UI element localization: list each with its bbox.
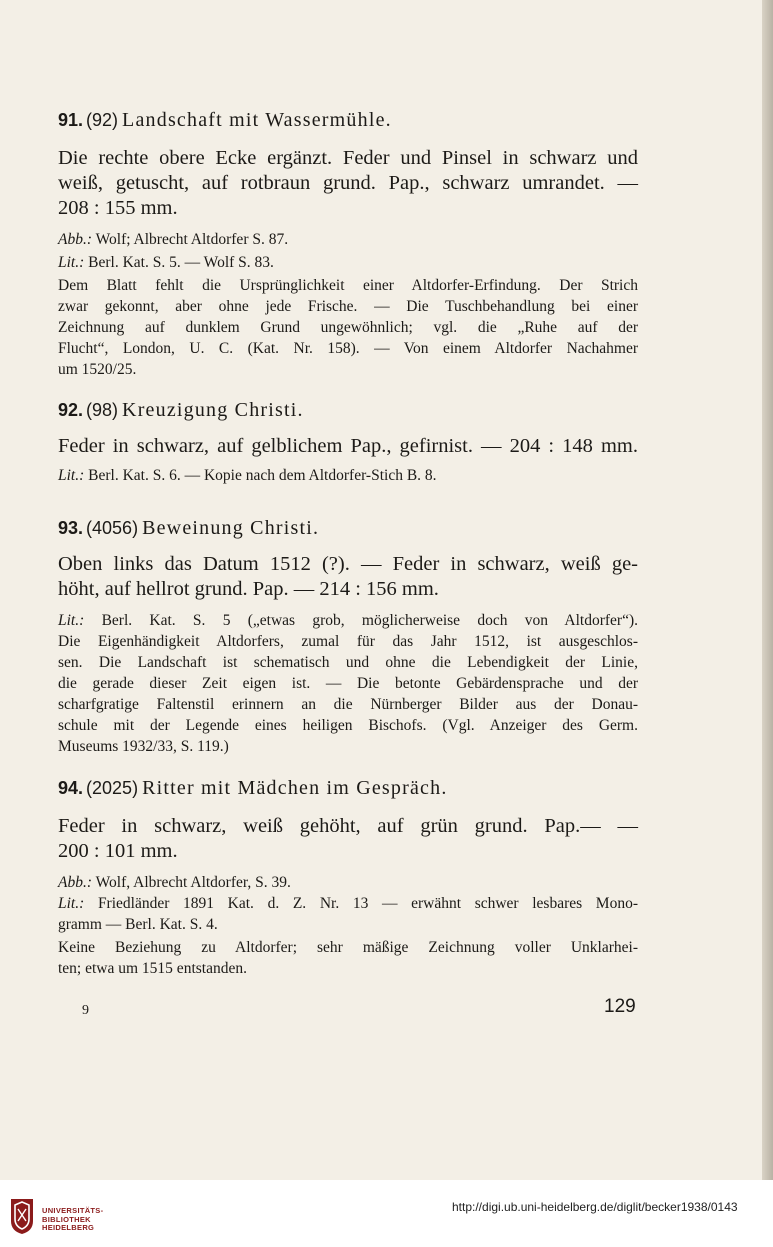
abb-label: Abb.: — [58, 874, 93, 891]
university-library-logo-icon — [9, 1197, 35, 1235]
library-name-line: HEIDELBERG — [42, 1223, 95, 1232]
entry-note — [58, 937, 638, 979]
lit-text: gramm — Berl. Kat. S. 4. — [58, 916, 218, 933]
description-line: Feder in schwarz, auf gelblichem Pap., gefirnist. — 204 : 148 mm. — [58, 435, 638, 457]
entry-note — [58, 275, 638, 380]
note-line: um 1520/25. — [58, 361, 137, 378]
note-line: Flucht“, London, U. C. (Kat. Nr. 158). — Von einem Altdorfer Nachahmer — [58, 340, 638, 357]
page-edge — [762, 0, 773, 1180]
note-line: sen. Die Landschaft ist schematisch und ohne die Lebendigkeit der Linie, — [58, 654, 638, 671]
description-line: Die rechte obere Ecke ergänzt. Feder und Pinsel in schwarz und — [58, 147, 638, 169]
entry-description — [58, 814, 638, 864]
description-line: 200 : 101 mm. — [58, 840, 178, 862]
permalink-url[interactable]: http://digi.ub.uni-heidelberg.de/diglit/becker1938/0143 — [452, 1200, 738, 1214]
inventory-number: (2025) — [86, 778, 139, 798]
abb-text: Wolf, Albrecht Altdorfer, S. 39. — [95, 874, 291, 891]
note-line: Dem Blatt fehlt die Ursprünglichkeit einer Altdorfer-Erfindung. Der Strich — [58, 277, 638, 294]
entry-number: 93. — [58, 518, 84, 538]
entry-description — [58, 146, 638, 221]
note-line: zwar gekonnt, aber ohne jede Frische. — Die Tuschbehandlung bei einer — [58, 298, 638, 315]
note-line: ten; etwa um 1515 entstanden. — [58, 960, 247, 977]
entry-number: 92. — [58, 400, 84, 420]
entry-description — [58, 434, 638, 459]
description-line: Oben links das Datum 1512 (?). — Feder in schwarz, weiß ge- — [58, 553, 638, 575]
description-line: höht, auf hellrot grund. Pap. — 214 : 156 mm. — [58, 578, 439, 600]
literature-reference — [58, 893, 638, 935]
lit-text: Berl. Kat. S. 5. — Wolf S. 83. — [88, 254, 274, 271]
printer-signature: 9 — [82, 1003, 89, 1018]
literature-reference — [58, 465, 638, 486]
entry-title: Kreuzigung Christi. — [122, 399, 304, 421]
entry-title-line — [58, 398, 638, 422]
lit-label: Lit.: — [58, 254, 85, 271]
note-line: Museums 1932/33, S. 119.) — [58, 738, 229, 755]
page-number: 129 — [604, 996, 636, 1017]
entry-title-line — [58, 516, 638, 540]
entry-title: Ritter mit Mädchen im Gespräch. — [142, 777, 448, 799]
library-name-line: BIBLIOTHEK — [42, 1214, 91, 1224]
entry-title: Landschaft mit Wassermühle. — [122, 109, 392, 131]
note-line: die gerade dieser Zeit eigen ist. — Die betonte Gebärdensprache und der — [58, 675, 638, 692]
description-line: 208 : 155 mm. — [58, 197, 178, 219]
abb-text: Wolf; Albrecht Altdorfer S. 87. — [95, 231, 289, 248]
lit-text: Friedländer 1891 Kat. d. Z. Nr. 13 — erwähnt schwer lesbares Mono- — [97, 895, 639, 912]
illustration-reference — [58, 229, 638, 250]
entry-title-line — [58, 776, 638, 800]
lit-label: Lit.: — [58, 467, 85, 484]
lit-label: Lit.: — [58, 612, 85, 629]
illustration-reference — [58, 872, 638, 893]
note-line: scharfgratige Faltenstil erinnern an die Nürnberger Bilder aus der Donau- — [58, 696, 638, 713]
note-line: Zeichnung auf dunklem Grund ungewöhnlich; vgl. die „Ruhe auf der — [58, 319, 638, 336]
literature-reference — [58, 610, 638, 631]
catalog-entry-91 — [58, 108, 638, 380]
literature-reference — [58, 252, 638, 273]
note-line: schule mit der Legende eines heiligen Bischofs. (Vgl. Anzeiger des Germ. — [58, 717, 638, 734]
lit-line — [58, 610, 638, 631]
entry-title: Beweinung Christi. — [142, 517, 320, 539]
abb-label: Abb.: — [58, 231, 93, 248]
lit-text: Berl. Kat. S. 5 („etwas grob, möglicherweise doch von Altdorfer“). — [101, 612, 638, 629]
entry-title-line — [58, 108, 638, 132]
note-line: Keine Beziehung zu Altdorfer; sehr mäßige Zeichnung voller Unklarhei- — [58, 939, 638, 956]
lit-text: Berl. Kat. S. 6. — Kopie nach dem Altdorfer-Stich B. 8. — [88, 467, 437, 484]
entry-number: 91. — [58, 110, 84, 130]
description-line: weiß, getuscht, auf rotbraun grund. Pap., schwarz umrandet. — — [58, 172, 638, 194]
catalog-entry-92 — [58, 398, 638, 486]
inventory-number: (92) — [86, 110, 119, 130]
lit-label: Lit.: — [58, 895, 85, 912]
lit-line — [58, 893, 638, 914]
description-line: Feder in schwarz, weiß gehöht, auf grün grund. Pap.— — — [58, 815, 638, 837]
note-line: Die Eigenhändigkeit Altdorfers, zumal für das Jahr 1512, ist ausgeschlos- — [58, 633, 638, 650]
entry-note — [58, 631, 638, 757]
entry-description — [58, 552, 638, 602]
entry-number: 94. — [58, 778, 84, 798]
catalog-entry-93 — [58, 516, 638, 757]
catalog-entry-94 — [58, 776, 638, 979]
inventory-number: (98) — [86, 400, 119, 420]
library-name — [42, 1207, 103, 1233]
inventory-number: (4056) — [86, 518, 139, 538]
library-name-line: UNIVERSITÄTS- — [42, 1206, 104, 1215]
